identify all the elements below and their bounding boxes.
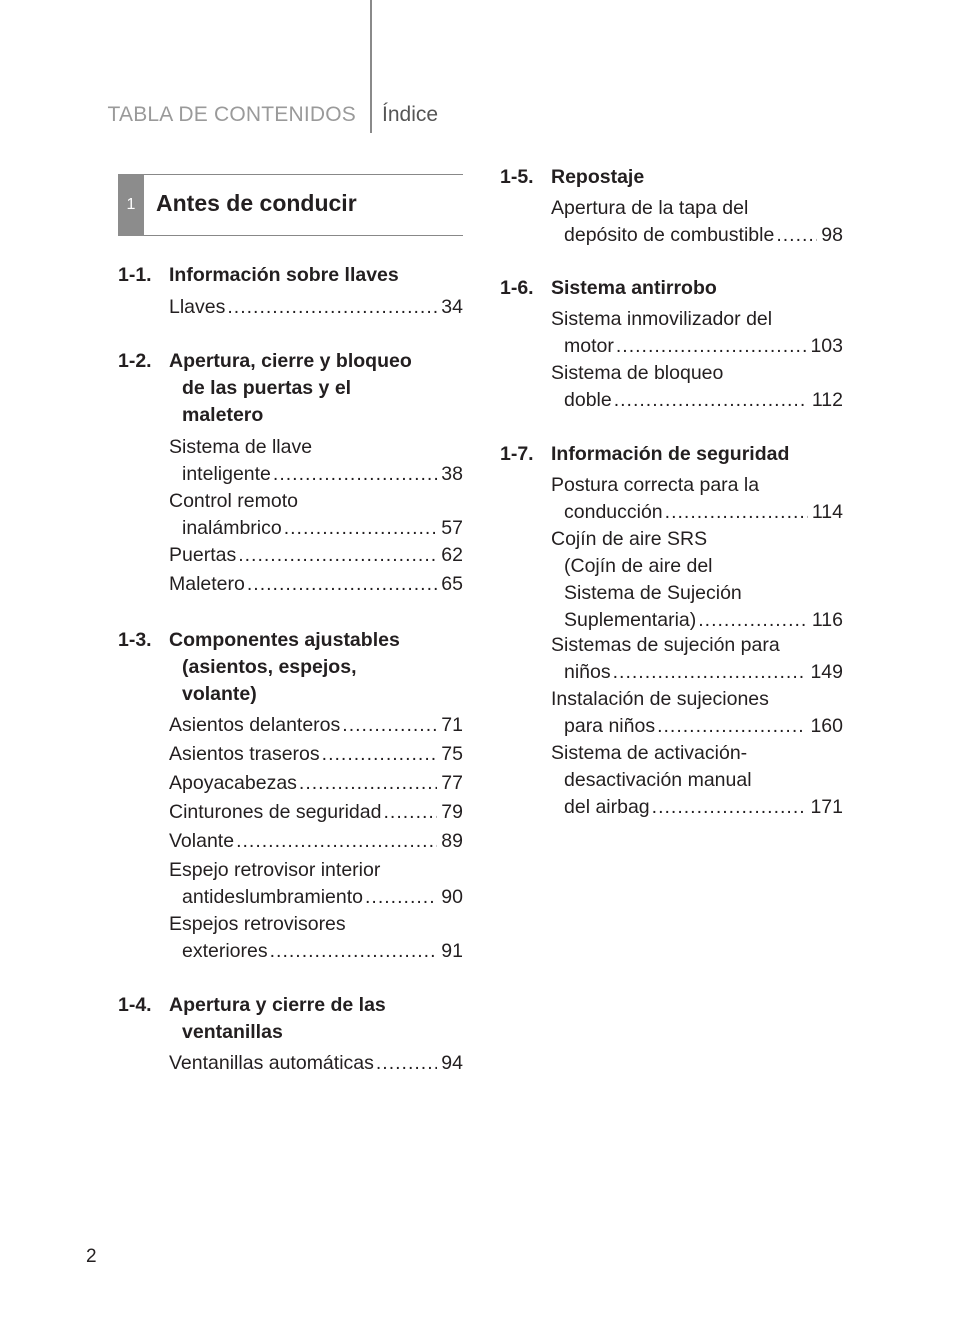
toc-entry-desactivacion-airbag[interactable]: Sistema de activación- desactivación manual del airbag ..... 171 <box>551 740 843 821</box>
chapter-number: 1-6. <box>500 277 534 299</box>
chapter-number: 1-2. <box>118 350 152 372</box>
toc-entry-llave-inteligente[interactable]: Sistema de llave inteligente ..... 38 <box>169 434 463 488</box>
page-ref: 112 <box>811 389 843 411</box>
chapter-title: Componentes ajustables (asientos, espejos, volante) <box>169 629 400 705</box>
page-number: 2 <box>86 1246 97 1267</box>
page-ref: 94 <box>441 1052 463 1074</box>
section-header <box>118 174 463 236</box>
page-ref: 149 <box>810 661 843 683</box>
chapter-number: 1-5. <box>500 166 534 188</box>
page-ref: 114 <box>811 501 843 523</box>
chapter-title: Información sobre llaves <box>169 264 399 286</box>
page-ref: 75 <box>441 743 463 765</box>
chapter-title: Sistema antirrobo <box>551 277 717 299</box>
page-ref: 90 <box>441 886 463 908</box>
section-title: Antes de conducir <box>156 190 357 216</box>
section-number: 1 <box>118 174 144 236</box>
toc-entry-postura[interactable]: Postura correcta para la conducción ..... 114 <box>551 472 843 526</box>
index-tab[interactable]: Índice <box>382 103 439 126</box>
toc-entry-bloqueo-doble[interactable]: Sistema de bloqueo doble ..... 112 <box>551 360 843 414</box>
chapter-number: 1-1. <box>118 264 152 286</box>
page-ref: 171 <box>810 796 843 818</box>
toc-entry-ventanillas[interactable]: Ventanillas automáticas ..... 94 <box>169 1050 463 1077</box>
page-ref: 62 <box>441 544 463 566</box>
chapter-number: 1-4. <box>118 994 152 1016</box>
toc-entry-inmovilizador[interactable]: Sistema inmovilizador del motor ..... 103 <box>551 306 843 360</box>
page-ref: 71 <box>441 714 463 736</box>
page-ref: 57 <box>441 517 463 539</box>
page-ref: 34 <box>441 296 463 318</box>
chapter-title: Apertura y cierre de las ventanillas <box>169 994 386 1043</box>
chapter-title: Apertura, cierre y bloqueo de las puertas y el maletero <box>169 350 412 426</box>
toc-entry-asientos-traseros[interactable]: Asientos traseros ..... 75 <box>169 741 463 768</box>
chapter-number: 1-3. <box>118 629 152 651</box>
toc-entry-cinturones[interactable]: Cinturones de seguridad ..... 79 <box>169 799 463 826</box>
page-ref: 65 <box>441 573 463 595</box>
toc-entry-tapa-combustible[interactable]: Apertura de la tapa del depósito de combustible ..... 98 <box>551 195 843 249</box>
header-divider <box>370 0 372 133</box>
toc-entry-puertas[interactable]: Puertas ..... 62 <box>169 542 463 569</box>
toc-entry-control-remoto[interactable]: Control remoto inalámbrico ..... 57 <box>169 488 463 542</box>
toc-entry-apoyacabezas[interactable]: Apoyacabezas ..... 77 <box>169 770 463 797</box>
toc-entry-maletero[interactable]: Maletero ..... 65 <box>169 571 463 598</box>
page-ref: 160 <box>810 715 843 737</box>
chapter-title: Repostaje <box>551 166 645 188</box>
toc-tab[interactable]: TABLA DE CONTENIDOS <box>107 103 356 126</box>
toc-entry-instalacion-sujeciones[interactable]: Instalación de sujeciones para niños ..... 160 <box>551 686 843 740</box>
page-ref: 77 <box>441 772 463 794</box>
toc-entry-cojin-srs[interactable]: Cojín de aire SRS (Cojín de aire del Sistema de Sujeción Suplementaria) ..... 116 <box>551 526 843 634</box>
chapter-number: 1-7. <box>500 443 534 465</box>
page-ref: 91 <box>441 940 463 962</box>
toc-entry-asientos-delanteros[interactable]: Asientos delanteros ..... 71 <box>169 712 463 739</box>
page-ref: 98 <box>821 224 843 246</box>
chapter-title: Información de seguridad <box>551 443 790 465</box>
page-ref: 116 <box>811 609 843 631</box>
page-ref: 38 <box>441 463 463 485</box>
toc-entry-espejo-interior[interactable]: Espejo retrovisor interior antideslumbramiento ..... 90 <box>169 857 463 911</box>
page-ref: 103 <box>810 335 843 357</box>
toc-entry-volante[interactable]: Volante ..... 89 <box>169 828 463 855</box>
page-ref: 79 <box>441 801 463 823</box>
page-ref: 89 <box>441 830 463 852</box>
toc-entry-espejos-exteriores[interactable]: Espejos retrovisores exteriores ..... 91 <box>169 911 463 965</box>
toc-entry-llaves[interactable]: Llaves ..... 34 <box>169 294 463 321</box>
toc-entry-sujecion-ninos[interactable]: Sistemas de sujeción para niños ..... 149 <box>551 632 843 686</box>
